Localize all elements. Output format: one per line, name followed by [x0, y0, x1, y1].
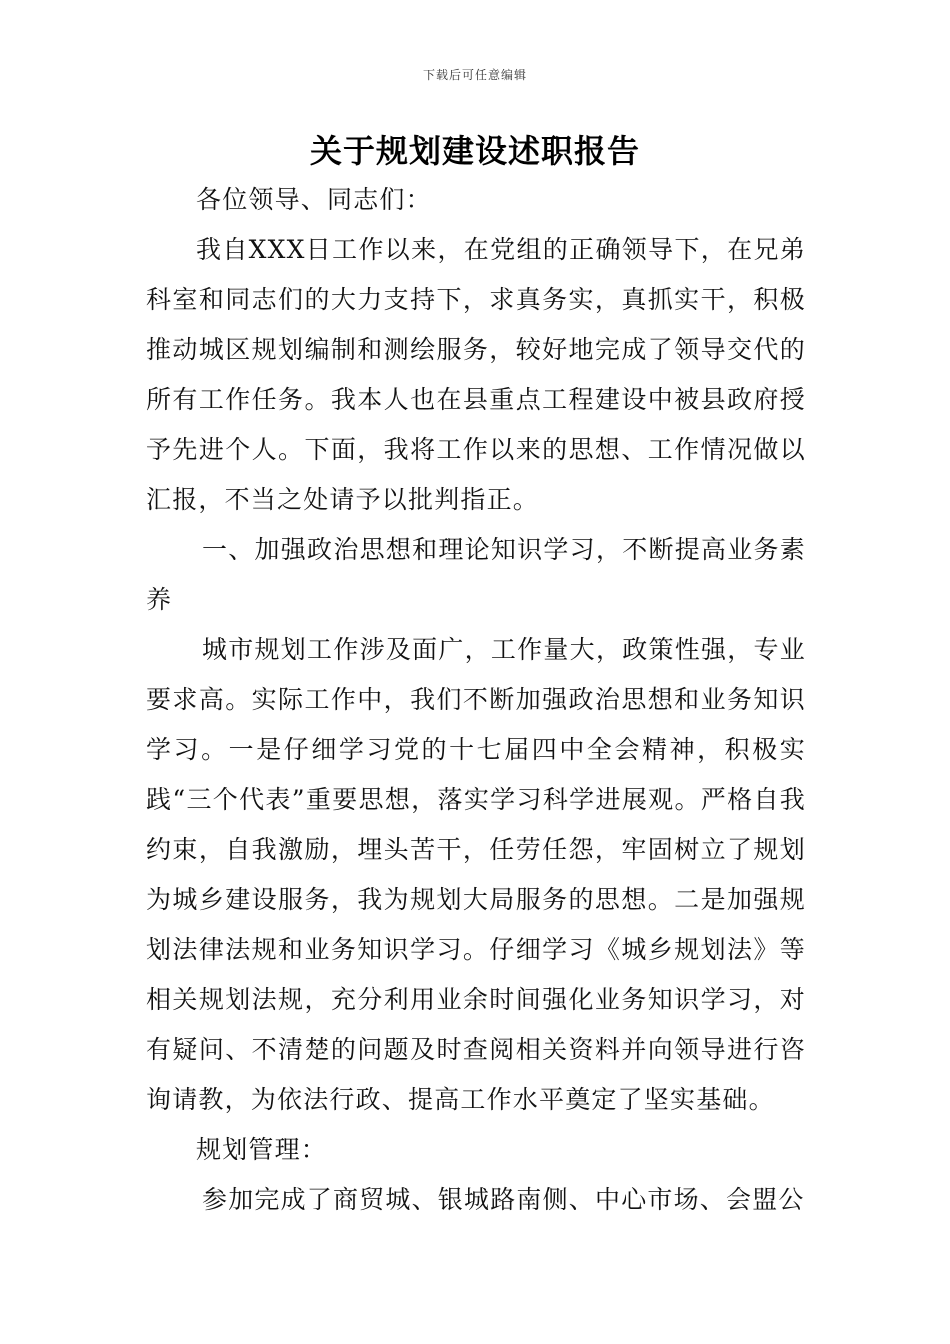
- planning-management-paragraph: 参加完成了商贸城、银城路南侧、中心市场、会盟公: [202, 1185, 805, 1214]
- header-note: 下载后可任意编辑: [422, 68, 527, 82]
- study-paragraph: 城市规划工作涉及面广，工作量大，政策性强，专业要求高。实际工作中，我们不断加强政治思想和业务知识学习。一是仔细学习党的十七届四中全会精神，积极实践“三个代表”重要思想，落实学习科学进展观。严格自我约束，自我激励，埋头苦干，任劳任怨，牢固树立了规划为城乡建设服务，我为规划大局服务的思想。二是加强规划法律法规和业务知识学习。仔细学习《城乡规划法》等相关规划法规，充分利用业余时间强化业务知识学习，对有疑问、不清楚的问题及时查阅相关资料并向领导进行咨询请教，为依法行政、提高工作水平奠定了坚实基础。: [146, 635, 806, 1114]
- intro-paragraph: 我自XXX日工作以来，在党组的正确领导下，在兄弟科室和同志们的大力支持下，求真务实，真抓实干，积极推动城区规划编制和测绘服务，较好地完成了领导交代的所有工作任务。我本人也在县重点工程建设中被县政府授予先进个人。下面，我将工作以来的思想、工作情况做以汇报，不当之处请予以批判指正。: [146, 235, 806, 514]
- salutation-paragraph: 各位领导、同志们：: [196, 185, 432, 214]
- document-title: 关于规划建设述职报告: [309, 132, 640, 170]
- document-body: [146, 175, 806, 1225]
- section-heading-1: 一、加强政治思想和理论知识学习，不断提高业务素养: [146, 535, 806, 614]
- planning-management-heading: 规划管理：: [196, 1135, 328, 1164]
